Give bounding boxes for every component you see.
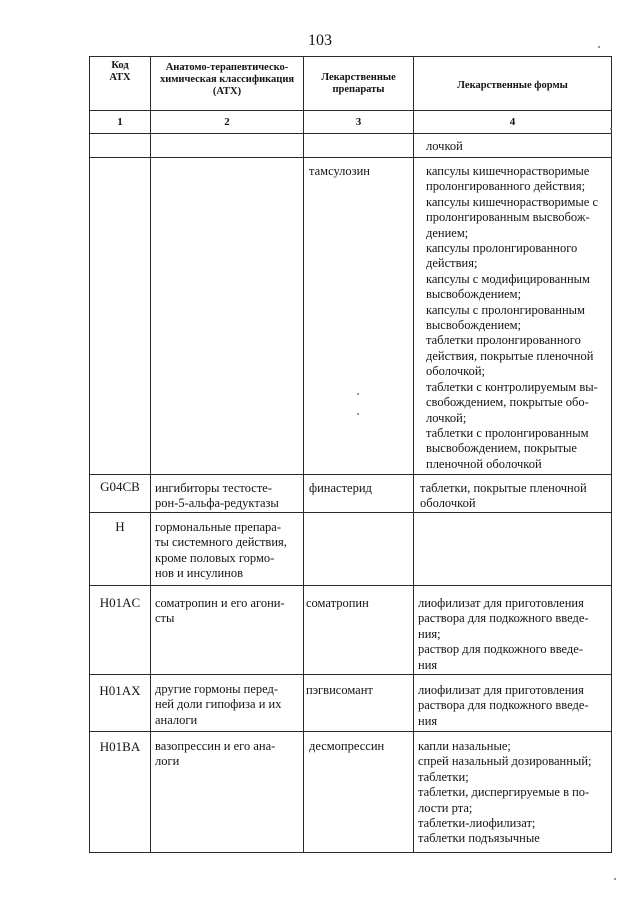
dosage-forms-cell: лиофилизат для приготовления раствора для подкожного введе- ния; раствор для подкожного введе- ния <box>418 596 589 672</box>
atc-code-cell: H01AX <box>99 683 141 698</box>
page-number: 103 <box>308 32 332 49</box>
atc-group-cell: ингибиторы тестосте- рон-5-альфа-редуктазы <box>155 481 279 511</box>
table-border-left <box>89 56 90 853</box>
drug-name-cell: пэгвисомант <box>306 683 373 697</box>
row-divider <box>89 674 612 675</box>
scan-speck <box>598 46 600 48</box>
column-divider <box>303 56 304 853</box>
column-number: 4 <box>509 116 516 128</box>
header-atc-classification: Анатомо-терапевтическо- химическая классификация (АТХ) <box>159 62 295 97</box>
dosage-forms-cell: лиофилизат для приготовления раствора для подкожного введе- ния <box>418 683 589 728</box>
column-number: 2 <box>224 116 230 128</box>
table-border-right <box>611 56 612 853</box>
header-drugs: Лекарственные препараты <box>321 72 396 95</box>
scan-speck <box>357 393 359 395</box>
atc-group-cell: вазопрессин и его ана- логи <box>155 739 276 769</box>
header-dosage-forms: Лекарственные формы <box>457 80 568 91</box>
scan-speck <box>357 413 359 415</box>
atc-group-cell: гормональные препара- ты системного действия, кроме половых гормо- нов и инсулинов <box>155 520 287 581</box>
atc-group-cell: соматропин и его агони- сты <box>155 596 285 626</box>
dosage-forms-cell: капли назальные; спрей назальный дозированный; таблетки; таблетки, диспергируемые в по- лости рта; таблетки-лиофилизат; таблетки подъязычные <box>418 739 592 846</box>
row-divider <box>89 585 612 586</box>
column-divider <box>150 56 151 853</box>
atc-code-cell: H <box>115 519 125 534</box>
column-number: 3 <box>355 116 362 128</box>
row-divider <box>89 157 612 158</box>
row-divider <box>89 110 612 111</box>
drug-name-cell: соматропин <box>306 596 369 610</box>
atc-code-cell: H01AC <box>99 595 141 610</box>
row-divider <box>89 512 612 513</box>
row-divider <box>89 731 612 732</box>
drug-name-cell: финастерид <box>309 481 372 495</box>
scan-speck <box>614 878 616 880</box>
column-number: 1 <box>117 116 123 128</box>
row-divider <box>89 133 612 134</box>
table-border-top <box>89 56 612 57</box>
drug-name-cell: тамсулозин <box>309 164 370 178</box>
dosage-forms-cell: капсулы кишечнорастворимые пролонгированного действия; капсулы кишечнорастворимые с пролонгированным высвобож- дением; капсулы пролонгированного действия; капсулы с модифицированным высвобождением; капсулы с пролонгированным высвобождением; таблетки пролонгированного действия, покрытые пленочной оболочкой; таблетки с контролируемым вы- свобождением, покрытые обо- лочкой; таблетки с пролонгированным высвобождением, покрытые пленочной оболочкой <box>426 164 598 471</box>
atc-group-cell: другие гормоны перед- ней доли гипофиза и их аналоги <box>155 682 282 727</box>
atc-code-cell: H01BA <box>99 739 141 754</box>
column-divider <box>413 56 414 853</box>
scan-speck <box>610 128 612 130</box>
header-code-atc: Код АТХ <box>109 60 131 83</box>
atc-code-cell: G04CB <box>100 479 140 494</box>
table-border-bottom <box>89 852 612 853</box>
drug-name-cell: десмопрессин <box>309 739 385 753</box>
row-divider <box>89 474 612 475</box>
dosage-forms-cell: лочкой <box>426 139 463 153</box>
dosage-forms-cell: таблетки, покрытые пленочной оболочкой <box>420 481 587 511</box>
